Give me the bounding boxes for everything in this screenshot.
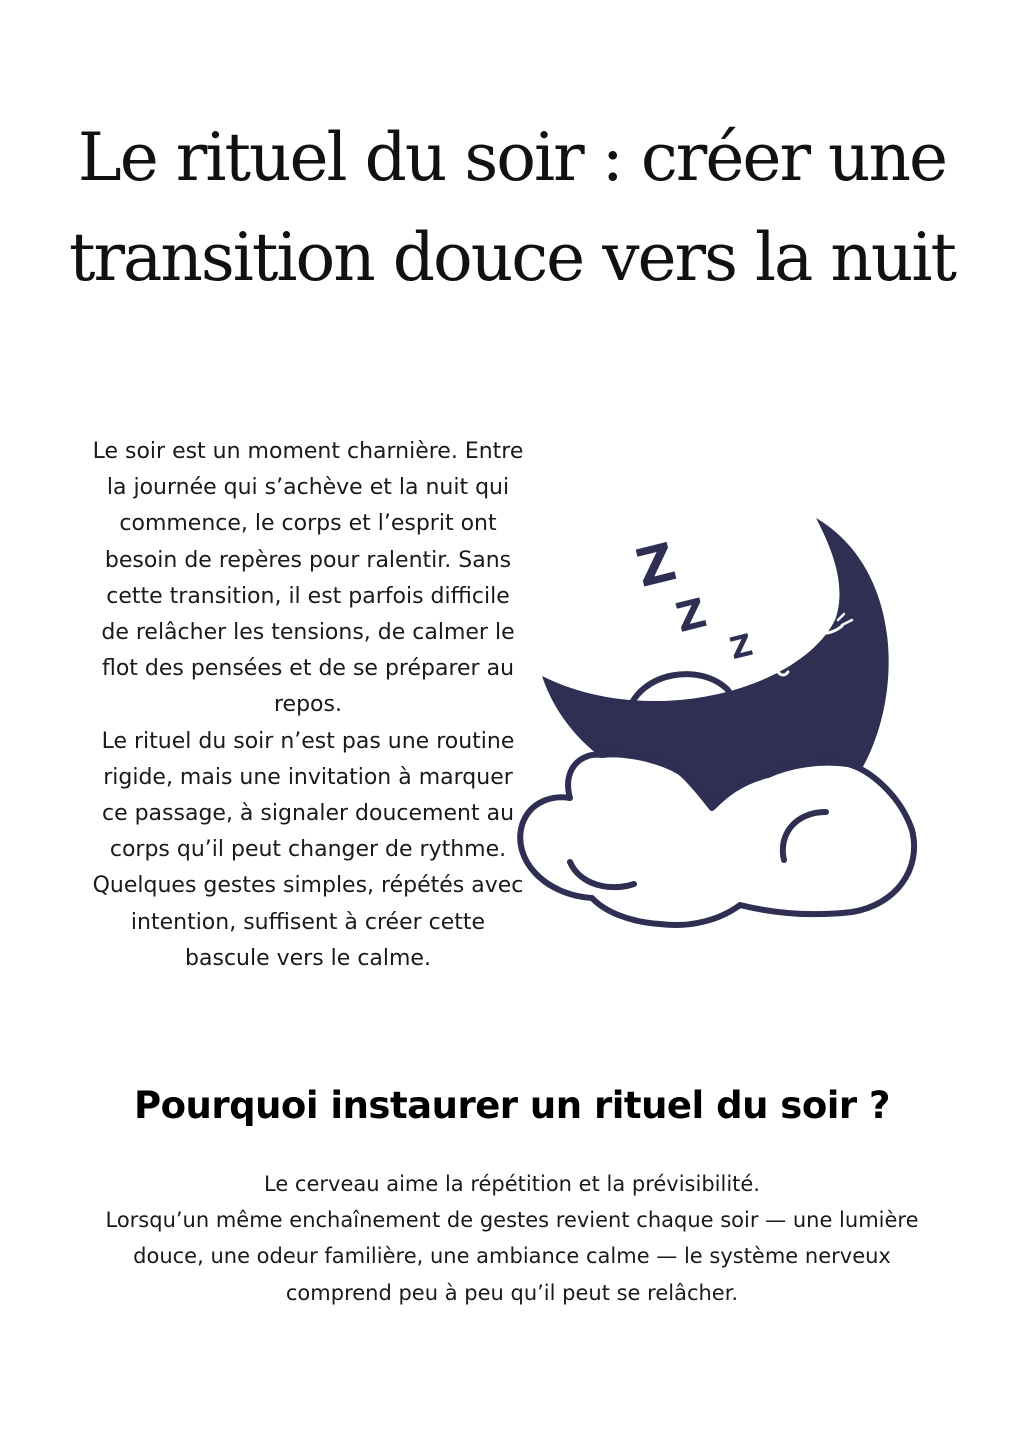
section-heading: Pourquoi instaurer un rituel du soir ? xyxy=(133,1084,891,1127)
zzz-letter: Z xyxy=(671,590,712,642)
intro-text xyxy=(92,434,524,977)
page-title: Le rituel du soir : créer une transition douce vers la nuit xyxy=(68,119,956,296)
sleeping-moon-cloud-icon xyxy=(500,500,940,950)
zzz-letter: Z xyxy=(630,532,682,600)
section-line-1: Le cerveau aime la répétition et la prévisibilité. xyxy=(263,1172,760,1196)
intro-paragraph-2: Le rituel du soir n’est pas une routine rigide, mais une invitation à marquer ce passage, à signaler doucement au corps qu’il peut changer de rythme. Quelques gestes simples, répétés avec intention, suffisent à créer cette bascule vers le calme. xyxy=(92,728,524,971)
zzz-letter: Z xyxy=(726,627,757,668)
section-line-2: Lorsqu’un même enchaînement de gestes revient chaque soir — une lumière douce, une odeur familière, une ambiance calme — le système nerveux comprend peu à peu qu’il peut se relâcher. xyxy=(105,1208,919,1305)
section-text xyxy=(92,1166,932,1311)
intro-paragraph-1: Le soir est un moment charnière. Entre la journée qui s’achève et la nuit qui commence, le corps et l’esprit ont besoin de repères pour ralentir. Sans cette transition, il est parfois difficile de relâcher les tensions, de calmer le flot des pensées et de se préparer au repos. xyxy=(92,439,524,718)
